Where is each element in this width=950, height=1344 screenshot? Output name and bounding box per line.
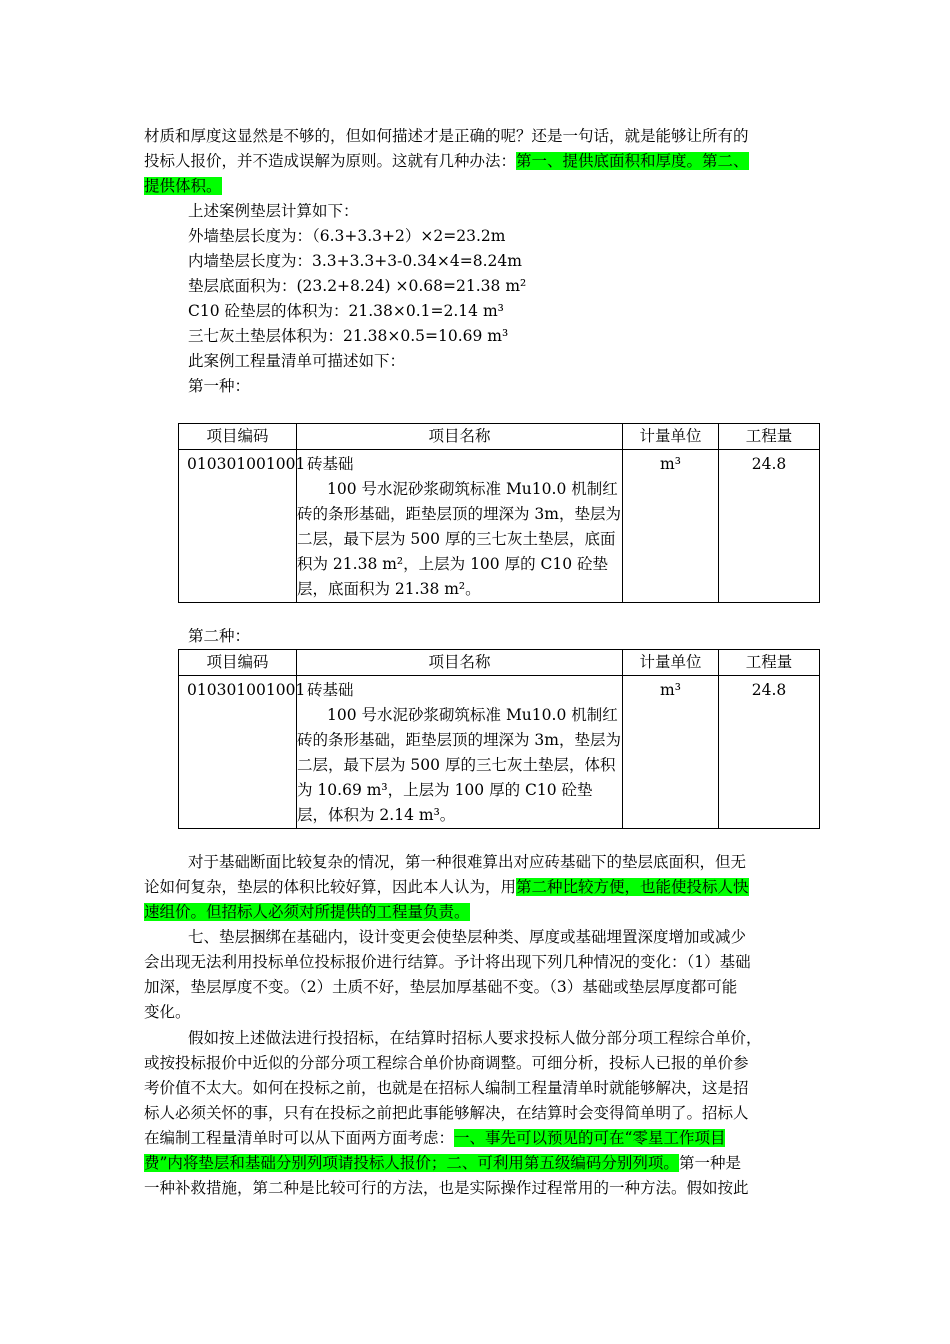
highlighted-text: 速组价。但招标人必须对所提供的工程量负责。	[144, 903, 470, 921]
highlighted-text: 提供体积。	[144, 177, 222, 195]
header-name: 项目名称	[297, 424, 623, 450]
header-unit: 计量单位	[623, 650, 719, 676]
item-quantity: 24.8	[719, 450, 820, 603]
paragraph-line: 会出现无法利用投标单位投标报价进行结算。予计将出现下列几种情况的变化：（1）基础	[144, 953, 751, 971]
item-quantity: 24.8	[719, 676, 820, 829]
plain-text: 在编制工程量清单时可以从下面两方面考虑：	[144, 1129, 455, 1147]
calc-lime-volume: 三七灰土垫层体积为：21.38×0.5=10.69 m³	[188, 327, 509, 345]
paragraph-line	[144, 875, 749, 900]
item-name: 砖基础	[307, 681, 354, 699]
paragraph-line	[144, 1151, 741, 1176]
header-name: 项目名称	[297, 650, 623, 676]
paragraph-line: 假如按上述做法进行投招标，在结算时招标人要求投标人做分部分项工程综合单价，	[188, 1029, 762, 1047]
highlighted-text: 一、事先可以预见的可在“零星工作项目	[454, 1129, 726, 1147]
paragraph-line: 考价值不太大。如何在投标之前，也就是在招标人编制工程量清单时就能够解决，这是招	[144, 1079, 749, 1097]
first-method-label: 第一种：	[188, 377, 251, 395]
second-method-label: 第二种：	[188, 627, 251, 645]
paragraph-line	[144, 900, 470, 925]
item-code: 010301001001	[179, 676, 297, 829]
bill-table-1	[178, 423, 820, 603]
header-quantity: 工程量	[719, 424, 820, 450]
header-code: 项目编码	[179, 650, 297, 676]
paragraph-line: 材质和厚度这显然是不够的，但如何描述才是正确的呢？还是一句话，就是能够让所有的	[144, 127, 749, 145]
paragraph-line	[144, 149, 749, 174]
paragraph-line	[144, 1126, 725, 1151]
paragraph-line: 加深，垫层厚度不变。（2）土质不好，垫层加厚基础不变。（3）基础或垫层厚度都可能	[144, 978, 738, 996]
paragraph-line: 对于基础断面比较复杂的情况，第一种很难算出对应砖基础下的垫层底面积，但无	[188, 853, 747, 871]
paragraph-line: 七、垫层捆绑在基础内，设计变更会使垫层种类、厚度或基础埋置深度增加或减少	[188, 928, 747, 946]
paragraph-line: 一种补救措施，第二种是比较可行的方法，也是实际操作过程常用的一种方法。假如按此	[144, 1179, 749, 1197]
item-code: 010301001001	[179, 450, 297, 603]
desc-intro: 此案例工程量清单可描述如下：	[188, 352, 406, 370]
header-unit: 计量单位	[623, 424, 719, 450]
item-description-cell	[297, 676, 623, 829]
calc-outer-wall: 外墙垫层长度为：（6.3+3.3+2）×2=23.2m	[188, 227, 506, 245]
paragraph-line: 标人必须关怀的事，只有在投标之前把此事能够解决，在结算时会变得简单明了。招标人	[144, 1104, 749, 1122]
highlighted-text: 第一、提供底面积和厚度。第二、	[516, 152, 749, 170]
calc-c10-volume: C10 砼垫层的体积为：21.38×0.1=2.14 m³	[188, 302, 504, 320]
calc-intro: 上述案例垫层计算如下：	[188, 202, 359, 220]
plain-text: 第一种是	[678, 1154, 741, 1172]
item-name: 砖基础	[307, 455, 354, 473]
table-header-row	[179, 650, 820, 676]
item-description: 100 号水泥砂浆砌筑标准 Mu10.0 机制红砖的条形基础，距垫层顶的埋深为 3m，垫层为二层，最下层为 500 厚的三七灰土垫层，体积为 10.69 m³，上层为 100 厚的 C10 砼垫层，体积为 2.14 m³。	[297, 706, 621, 824]
table-row	[179, 450, 820, 603]
header-code: 项目编码	[179, 424, 297, 450]
paragraph-line	[144, 174, 222, 199]
bill-table-2	[178, 649, 820, 829]
table-row	[179, 676, 820, 829]
calc-inner-wall: 内墙垫层长度为：3.3+3.3+3-0.34×4=8.24m	[188, 252, 522, 270]
item-unit: m³	[623, 450, 719, 603]
plain-text: 投标人报价，并不造成误解为原则。这就有几种办法：	[144, 152, 517, 170]
calc-base-area: 垫层底面积为：(23.2+8.24) ×0.68=21.38 m²	[188, 277, 527, 295]
item-description: 100 号水泥砂浆砌筑标准 Mu10.0 机制红砖的条形基础，距垫层顶的埋深为 3m，垫层为二层，最下层为 500 厚的三七灰土垫层，底面积为 21.38 m²，上层为 100 厚的 C10 砼垫层，底面积为 21.38 m²。	[297, 480, 621, 598]
table-header-row	[179, 424, 820, 450]
paragraph-line: 或按投标报价中近似的分部分项工程综合单价协商调整。可细分析，投标人已报的单价参	[144, 1054, 749, 1072]
header-quantity: 工程量	[719, 650, 820, 676]
paragraph-line: 变化。	[144, 1003, 191, 1021]
item-unit: m³	[623, 676, 719, 829]
highlighted-text: 第二种比较方便，也能使投标人快	[516, 878, 749, 896]
item-description-cell	[297, 450, 623, 603]
plain-text: 论如何复杂，垫层的体积比较好算，因此本人认为，用	[144, 878, 517, 896]
highlighted-text: 费”内将垫层和基础分别列项请投标人报价；二、可利用第五级编码分别列项。	[144, 1154, 679, 1172]
